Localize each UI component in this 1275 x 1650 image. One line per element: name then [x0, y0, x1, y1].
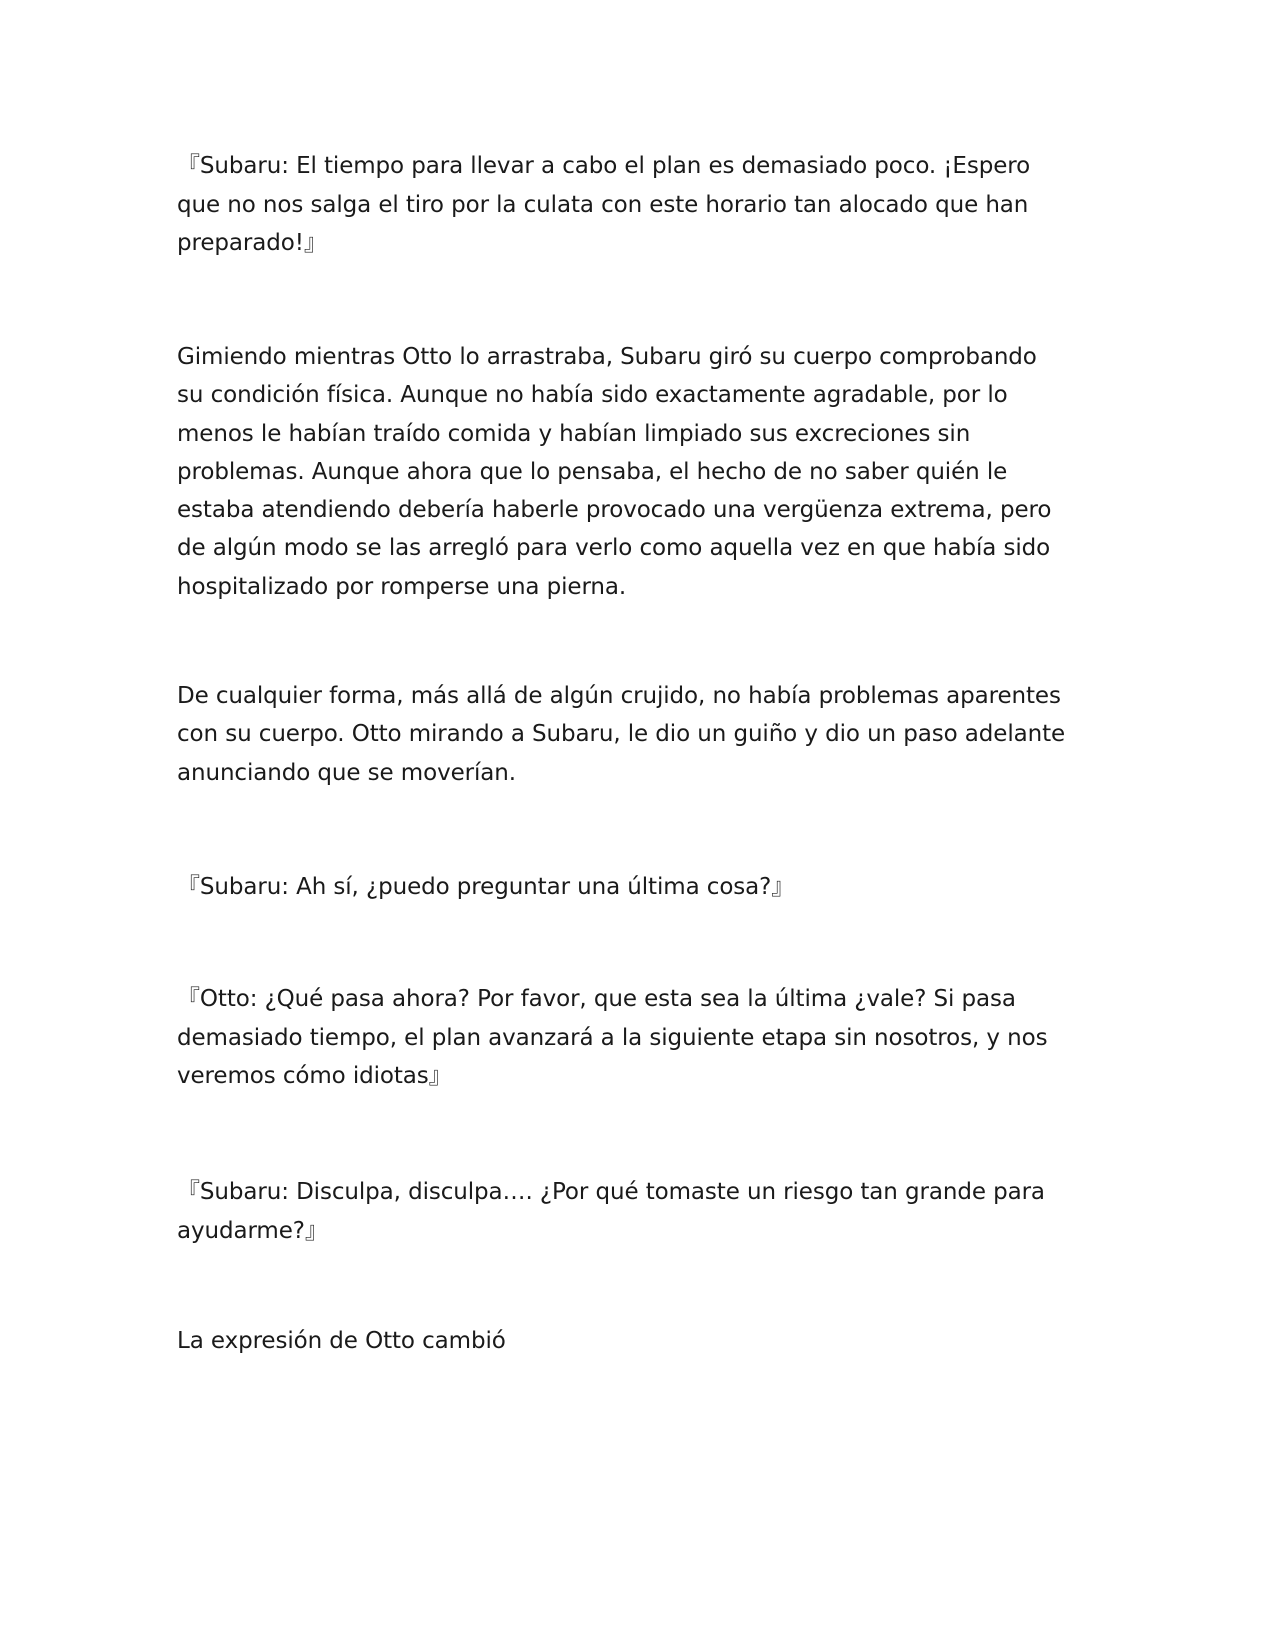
text-line: De cualquier forma, más allá de algún crujido, no había problemas aparentes — [177, 683, 1061, 709]
paragraph-dialogue-otto — [177, 980, 1107, 1096]
text-line: 『Otto: ¿Qué pasa ahora? Por favor, que esta sea la última ¿vale? Si pasa — [177, 986, 1016, 1012]
text-line: con su cuerpo. Otto mirando a Subaru, le dio un guiño y dio un paso adelante — [177, 721, 1066, 748]
text-line: 『Subaru: El tiempo para llevar a cabo el plan es demasiado poco. ¡Espero — [177, 153, 1031, 179]
text-line: ayudarme?』 — [177, 1217, 328, 1244]
text-line: preparado!』 — [177, 230, 327, 256]
paragraph-narration-3 — [177, 1322, 1107, 1361]
text-line: demasiado tiempo, el plan avanzará a la siguiente etapa sin nosotros, y nos — [177, 1024, 1048, 1051]
text-line: problemas. Aunque ahora que lo pensaba, el hecho de no saber quién le — [177, 458, 1008, 485]
text-line: de algún modo se las arregló para verlo como aquella vez en que había sido — [177, 535, 1051, 562]
text-line: estaba atendiendo debería haberle provocado una vergüenza extrema, pero — [177, 497, 1052, 524]
paragraph-narration-2 — [177, 677, 1107, 792]
text-line: Gimiendo mientras Otto lo arrastraba, Subaru giró su cuerpo comprobando — [177, 344, 1037, 370]
text-line: La expresión de Otto cambió — [177, 1328, 506, 1354]
paragraph-dialogue-subaru-2 — [177, 868, 1107, 907]
paragraph-dialogue-subaru-1 — [177, 147, 1107, 263]
text-line: su condición física. Aunque no había sido exactamente agradable, por lo — [177, 382, 1008, 409]
text-line: hospitalizado por romperse una pierna. — [177, 573, 627, 600]
text-line: anunciando que se moverían. — [177, 759, 516, 786]
text-line: veremos cómo idiotas』 — [177, 1063, 452, 1089]
text-line: 『Subaru: Disculpa, disculpa…. ¿Por qué tomaste un riesgo tan grande para — [177, 1179, 1045, 1205]
text-line: menos le habían traído comida y habían limpiado sus excreciones sin — [177, 420, 971, 447]
text-line: 『Subaru: Ah sí, ¿puedo preguntar una última cosa?』 — [177, 874, 795, 900]
paragraph-narration-1 — [177, 338, 1107, 606]
paragraph-dialogue-subaru-3 — [177, 1173, 1107, 1250]
text-line: que no nos salga el tiro por la culata con este horario tan alocado que han — [177, 191, 1029, 218]
